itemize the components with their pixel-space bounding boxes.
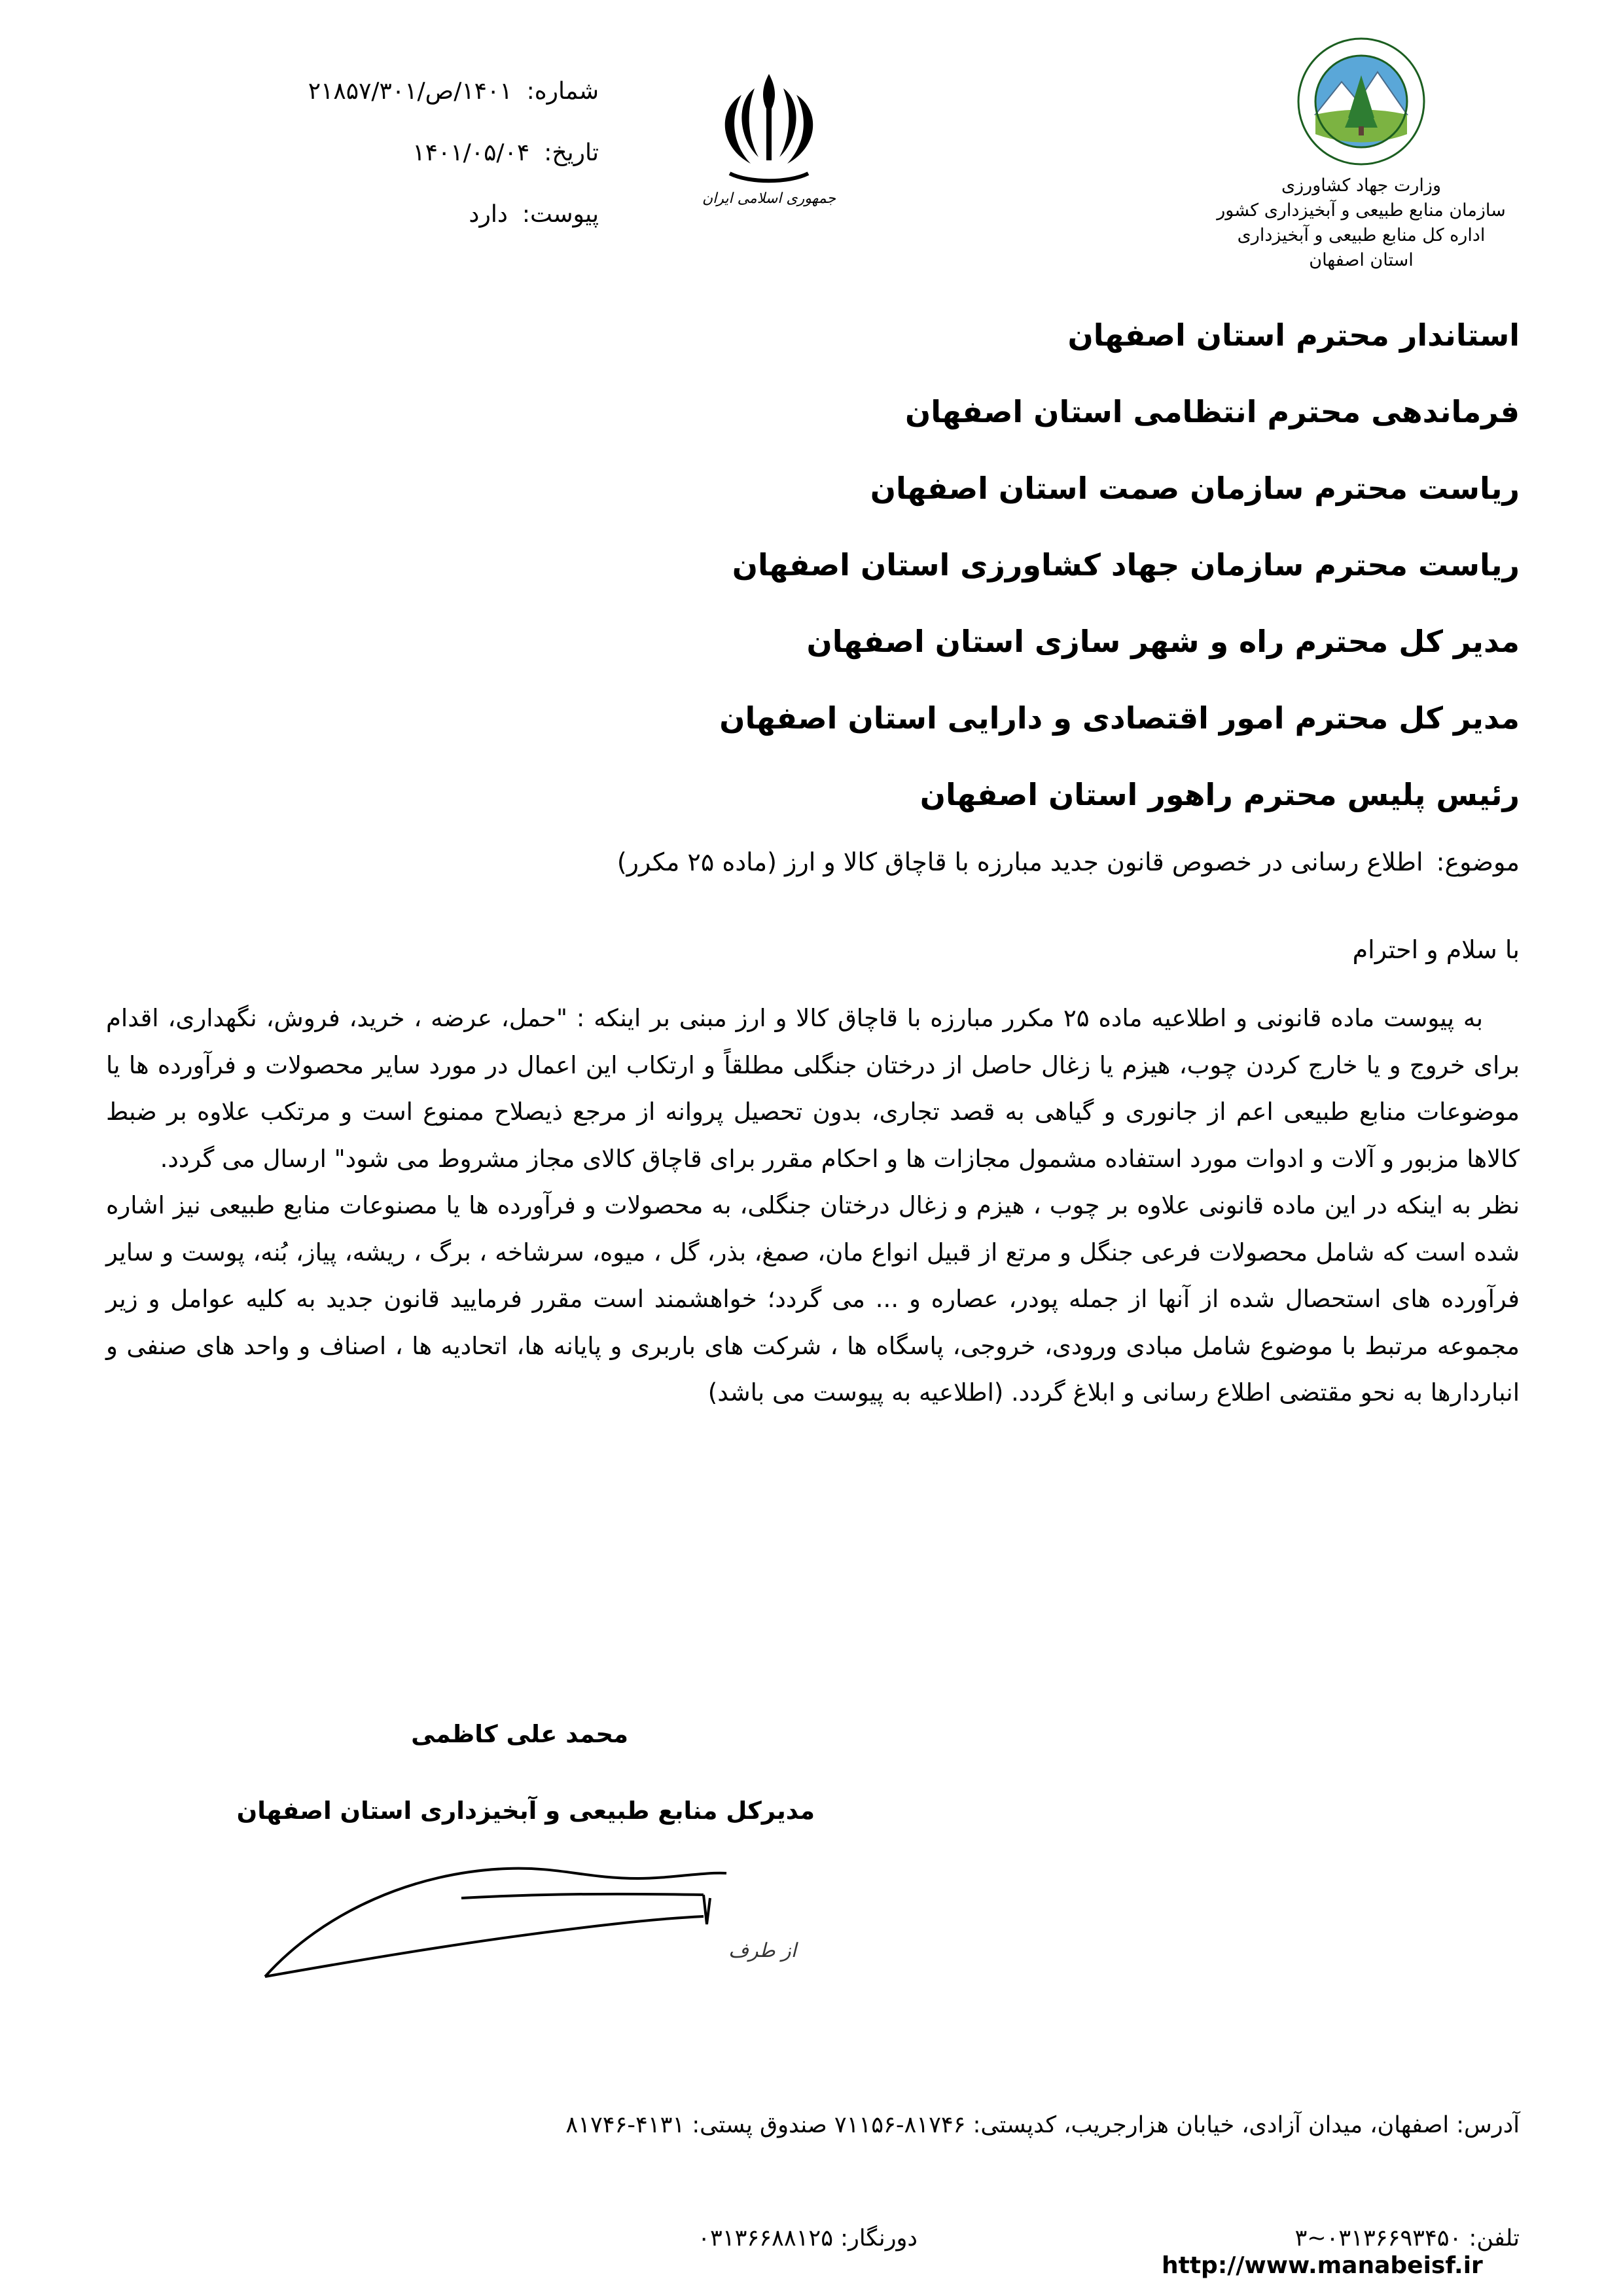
footer-fax <box>698 2222 918 2255</box>
recipient-economy-finance: مدیر کل محترم امور اقتصادی و دارایی استان اصفهان <box>719 700 1520 736</box>
recipient-traffic-police: رئیس پلیس محترم راهور استان اصفهان <box>919 777 1520 812</box>
org-line-ministry: وزارت جهاد کشاورزی <box>1281 175 1441 196</box>
subject-text: اطلاع رسانی در خصوص قانون جدید مبارزه با قاچاق کالا و ارز (ماده ۲۵ مکرر) <box>616 848 1423 876</box>
date-label: تاریخ: <box>544 139 599 166</box>
recipient-roads-urban: مدیر کل محترم راه و شهر سازی استان اصفهان <box>806 624 1520 659</box>
emblem-caption: جمهوری اسلامی ایران <box>702 190 836 207</box>
org-line-department: اداره کل منابع طبیعی و آبخیزداری <box>1237 225 1486 245</box>
letter-metadata <box>232 77 599 262</box>
letter-number <box>232 77 599 106</box>
recipient-industry-org: ریاست محترم سازمان صمت استان اصفهان <box>870 471 1520 506</box>
number-label: شماره: <box>526 78 599 105</box>
attachment-value: دارد <box>469 201 508 228</box>
letter-attachment <box>232 200 599 229</box>
letter-subject <box>80 844 1520 880</box>
body-paragraph-2: نظر به اینکه در این ماده قانونی علاوه بر چوب ، هیزم و زغال درختان جنگلی، به محصولات و فرآورده ها یا مصنوعات منابع طبیعی نیز اشاره شده است که شامل محصولات فرعی جنگل و مرتع از قبیل انواع مان، صمغ، بذر، گل ، میوه، سرشاخه ، برگ ، ریشه، پیاز، بُنه، پوست و سایر فرآورده های استحصال شده از آنها از جمله پودر، عصاره و ... می گردد؛ خواهشمند است مقرر فرمایید قانون جدید به کلیه عوامل و زیر مجموعه مرتبط با موضوع شامل مبادی ورودی، خروجی، پاسگاه ها ، شرکت های باربری و پایانه ها، اتحادیه ها ، اصناف و واحد های صنفی و انباردارها به نحو مقتضی اطلاع رسانی و ابلاغ گردد. (اطلاعیه به پیوست می باشد) <box>106 1191 1520 1407</box>
handwritten-signature <box>245 1833 821 2003</box>
recipient-police-command: فرماندهی محترم انتظامی استان اصفهان <box>904 394 1520 429</box>
letter-body <box>106 995 1520 1416</box>
number-value: ۱۴۰۱/ص/۲۱۸۵۷/۳۰۱ <box>308 78 512 105</box>
fax-value: ۰۳۱۳۶۶۸۸۱۲۵ <box>698 2225 834 2251</box>
signature-on-behalf: از طرف <box>728 1939 796 1962</box>
organization-logo <box>1296 36 1427 167</box>
phone-label: تلفن: <box>1469 2225 1520 2251</box>
phone-value: ۰۳۱۳۶۶۹۳۴۵۰~۳ <box>1294 2225 1462 2251</box>
org-line-province: استان اصفهان <box>1309 250 1414 270</box>
date-value: ۱۴۰۱/۰۵/۰۴ <box>412 139 530 166</box>
footer-website-link[interactable]: http://www.manabeisf.ir <box>1162 2252 1483 2279</box>
national-emblem <box>690 62 847 213</box>
recipient-governor: استاندار محترم استان اصفهان <box>1067 317 1520 353</box>
signature-icon <box>245 1833 821 2003</box>
recipient-agriculture-org: ریاست محترم سازمان جهاد کشاورزی استان اصفهان <box>732 547 1520 583</box>
organization-block <box>1198 36 1525 273</box>
signer-name: محمد علی کاظمی <box>411 1720 628 1748</box>
body-paragraph-1: به پیوست ماده قانونی و اطلاعیه ماده ۲۵ مکرر مبارزه با قاچاق کالا و ارز مبنی بر اینکه : "حمل، عرضه ، خرید، فروش، نگهداری، اقدام برای خروج و یا خارج کردن چوب، هیزم یا زغال حاصل از درختان جنگلی مطلقاً و ارتکاب این اعمال در مورد سایر محصولات و فرآورده ها یا موضوعات منابع طبیعی اعم از جانوری و گیاهی به قصد تجاری، بدون تحصیل پروانه از مرجع ذیصلاح ممنوع است و مرتکب علاوه بر ضبط کالاها مزبور و آلات و ادوات مورد استفاده مشمول مجازات ها و احکام مقرر برای قاچاق کالای مجاز مشروط می شود" ارسال می گردد. <box>106 1004 1520 1173</box>
recipients-list <box>145 315 1520 852</box>
greeting: با سلام و احترام <box>1352 935 1520 964</box>
letter-date <box>232 139 599 168</box>
signer-title: مدیرکل منابع طبیعی و آبخیزداری استان اصفهان <box>236 1797 815 1825</box>
fax-label: دورنگار: <box>840 2225 918 2251</box>
footer-address: آدرس: اصفهان، میدان آزادی، خیابان هزارجریب، کدپستی: ۸۱۷۴۶-۷۱۱۵۶ صندوق پستی: ۴۱۳۱-۸۱۷۴۶ <box>565 2112 1520 2138</box>
attachment-label: پیوست: <box>522 201 599 228</box>
emblem-icon <box>690 62 847 213</box>
org-line-organization: سازمان منابع طبیعی و آبخیزداری کشور <box>1217 200 1506 221</box>
subject-label: موضوع: <box>1436 848 1520 876</box>
